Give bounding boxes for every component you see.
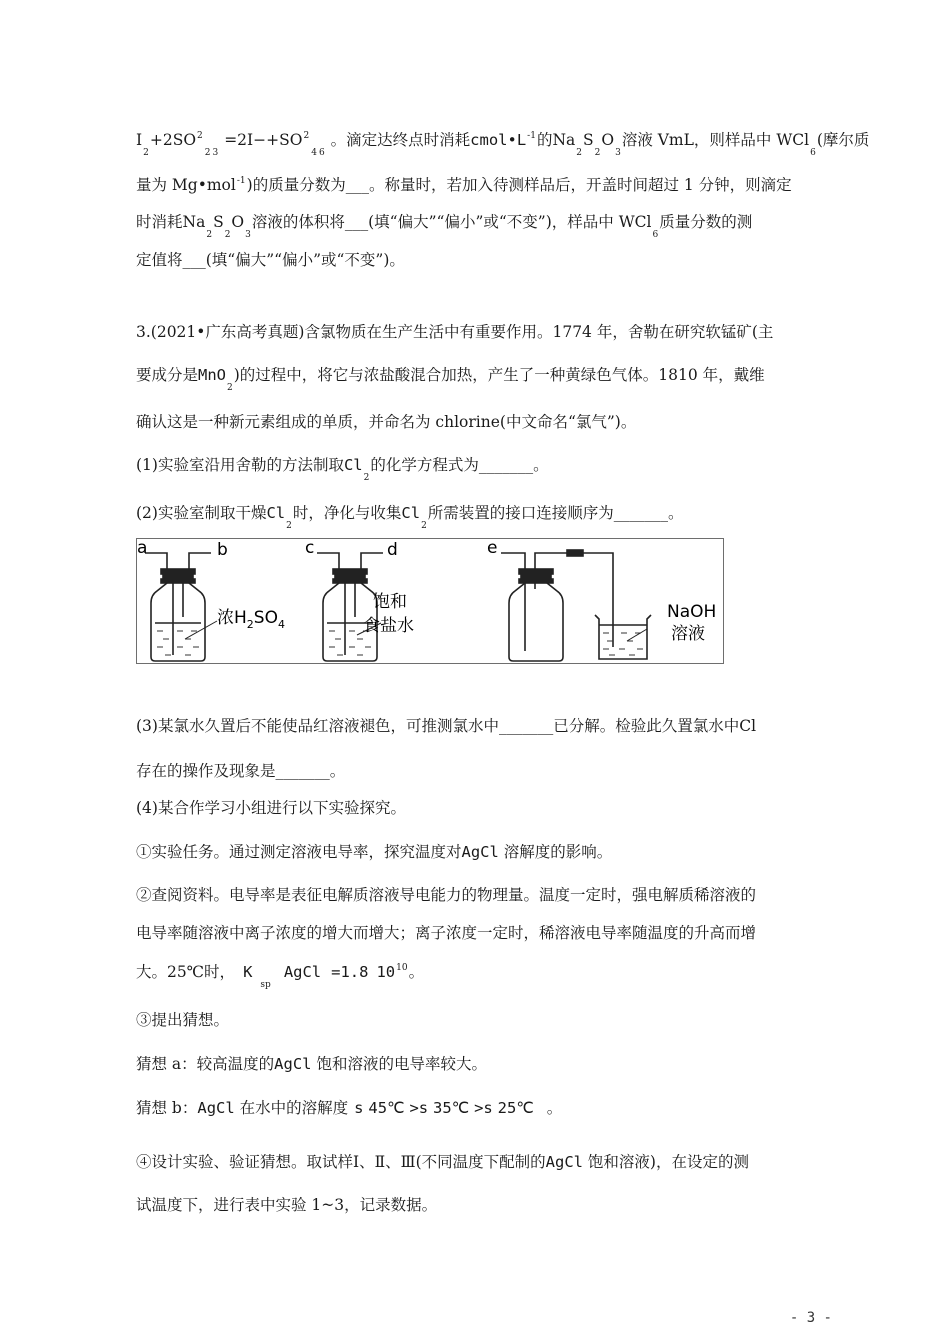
apparatus-diagram <box>137 539 723 663</box>
port-label-e: e <box>487 539 498 558</box>
bottle1-label: 浓$H_2SO_4$ <box>217 608 285 631</box>
q3-part-3-line-2: 存在的操作及现象是_______。 <box>136 762 346 780</box>
port-label-b: b <box>217 540 228 560</box>
prev-line-2: 量为 Mg•mol$^{-1}$)的质量分数为___。称量时，若加入待测样品后，开盖时间超过 1 分钟，则滴定 <box>136 176 792 194</box>
gas-washing-bottle-1 <box>145 553 217 661</box>
collection-bottle <box>501 550 613 661</box>
q3-part-4-design-1: ④设计实验、验证猜想。取试样Ⅰ、Ⅱ、Ⅲ(不同温度下配制的AgCl 饱和溶液)，在设定的测 <box>136 1153 749 1171</box>
page-number: - 3 - <box>789 1310 832 1326</box>
q3-part-4: (4)某合作学习小组进行以下实验探究。 <box>136 799 406 817</box>
port-label-c: c <box>305 539 315 558</box>
q3-part-4-info-3: 大。25℃时， $K_{sp}AgCl =1.8$ $10^{10}$。 <box>136 963 425 990</box>
prev-line-4: 定值将___(填“偏大”“偏小”或“不变”)。 <box>136 251 405 269</box>
q3-part-4-design-2: 试温度下，进行表中实验 1~3，记录数据。 <box>136 1196 438 1214</box>
q3-part-4-info-1: ②查阅资料。电导率是表征电解质溶液导电能力的物理量。温度一定时，强电解质稀溶液的 <box>136 886 757 904</box>
q3-part-4-guess-heading: ③提出猜想。 <box>136 1011 230 1029</box>
naoh-beaker <box>595 615 651 659</box>
q3-part-1: (1)实验室沿用舍勒的方法制取$Cl_2$的化学方程式为_______。 <box>136 456 549 483</box>
bottle2-label-line2: 食盐水 <box>363 616 414 636</box>
q3-part-4-task: ①实验任务。通过测定溶液电导率，探究温度对AgCl 溶解度的影响。 <box>136 843 613 861</box>
q3-part-4-info-2: 电导率随溶液中离子浓度的增大而增大；离子浓度一定时，稀溶液电导率随温度的升高而增 <box>136 924 757 942</box>
q3-guess-b: 猜想 b：AgCl 在水中的溶解度 s 45℃ >s 35℃ >s 25℃ 。 <box>136 1099 563 1117</box>
beaker-label-line1: NaOH <box>667 602 717 622</box>
q3-intro-2: 要成分是MnO$_2$)的过程中，将它与浓盐酸混合加热，产生了一种黄绿色气体。1810 年，戴维 <box>136 366 765 393</box>
q3-part-3-line-1: (3)某氯水久置后不能使品红溶液褪色，可推测氯水中_______已分解。检验此久置氯水中Cl <box>136 717 757 735</box>
prev-line-1: $I_2+2SO^2_2$ $_3 =2I-+SO^2_4$ $_6$ 。滴定达终点时消耗$cmol•L^{-1}$的$Na_2S_2O_3$溶液 VmL，则样品中 WCl$_6$(摩尔质 <box>136 131 870 158</box>
beaker-label-line2: 溶液 <box>671 624 705 644</box>
apparatus-figure <box>136 538 724 664</box>
q3-part-2: (2)实验室制取干燥$Cl_2$时，净化与收集$Cl_2$所需装置的接口连接顺序为_______。 <box>136 504 684 531</box>
port-label-d: d <box>387 540 398 560</box>
port-label-a: a <box>137 539 148 558</box>
q3-intro-1: 3.(2021•广东高考真题)含氯物质在生产生活中有重要作用。1774 年，舍勒在研究软锰矿(主 <box>136 323 774 341</box>
prev-line-3: 时消耗$Na_2S_2O_3$溶液的体积将___(填“偏大”“偏小”或“不变”)，样品中 WCl$_6$质量分数的测 <box>136 213 753 240</box>
bottle2-label-line1: 饱和 <box>373 592 407 612</box>
q3-intro-3: 确认这是一种新元素组成的单质，并命名为 chlorine(中文命名“氯气”)。 <box>136 413 637 431</box>
q3-guess-a: 猜想 a：较高温度的AgCl 饱和溶液的电导率较大。 <box>136 1055 487 1073</box>
